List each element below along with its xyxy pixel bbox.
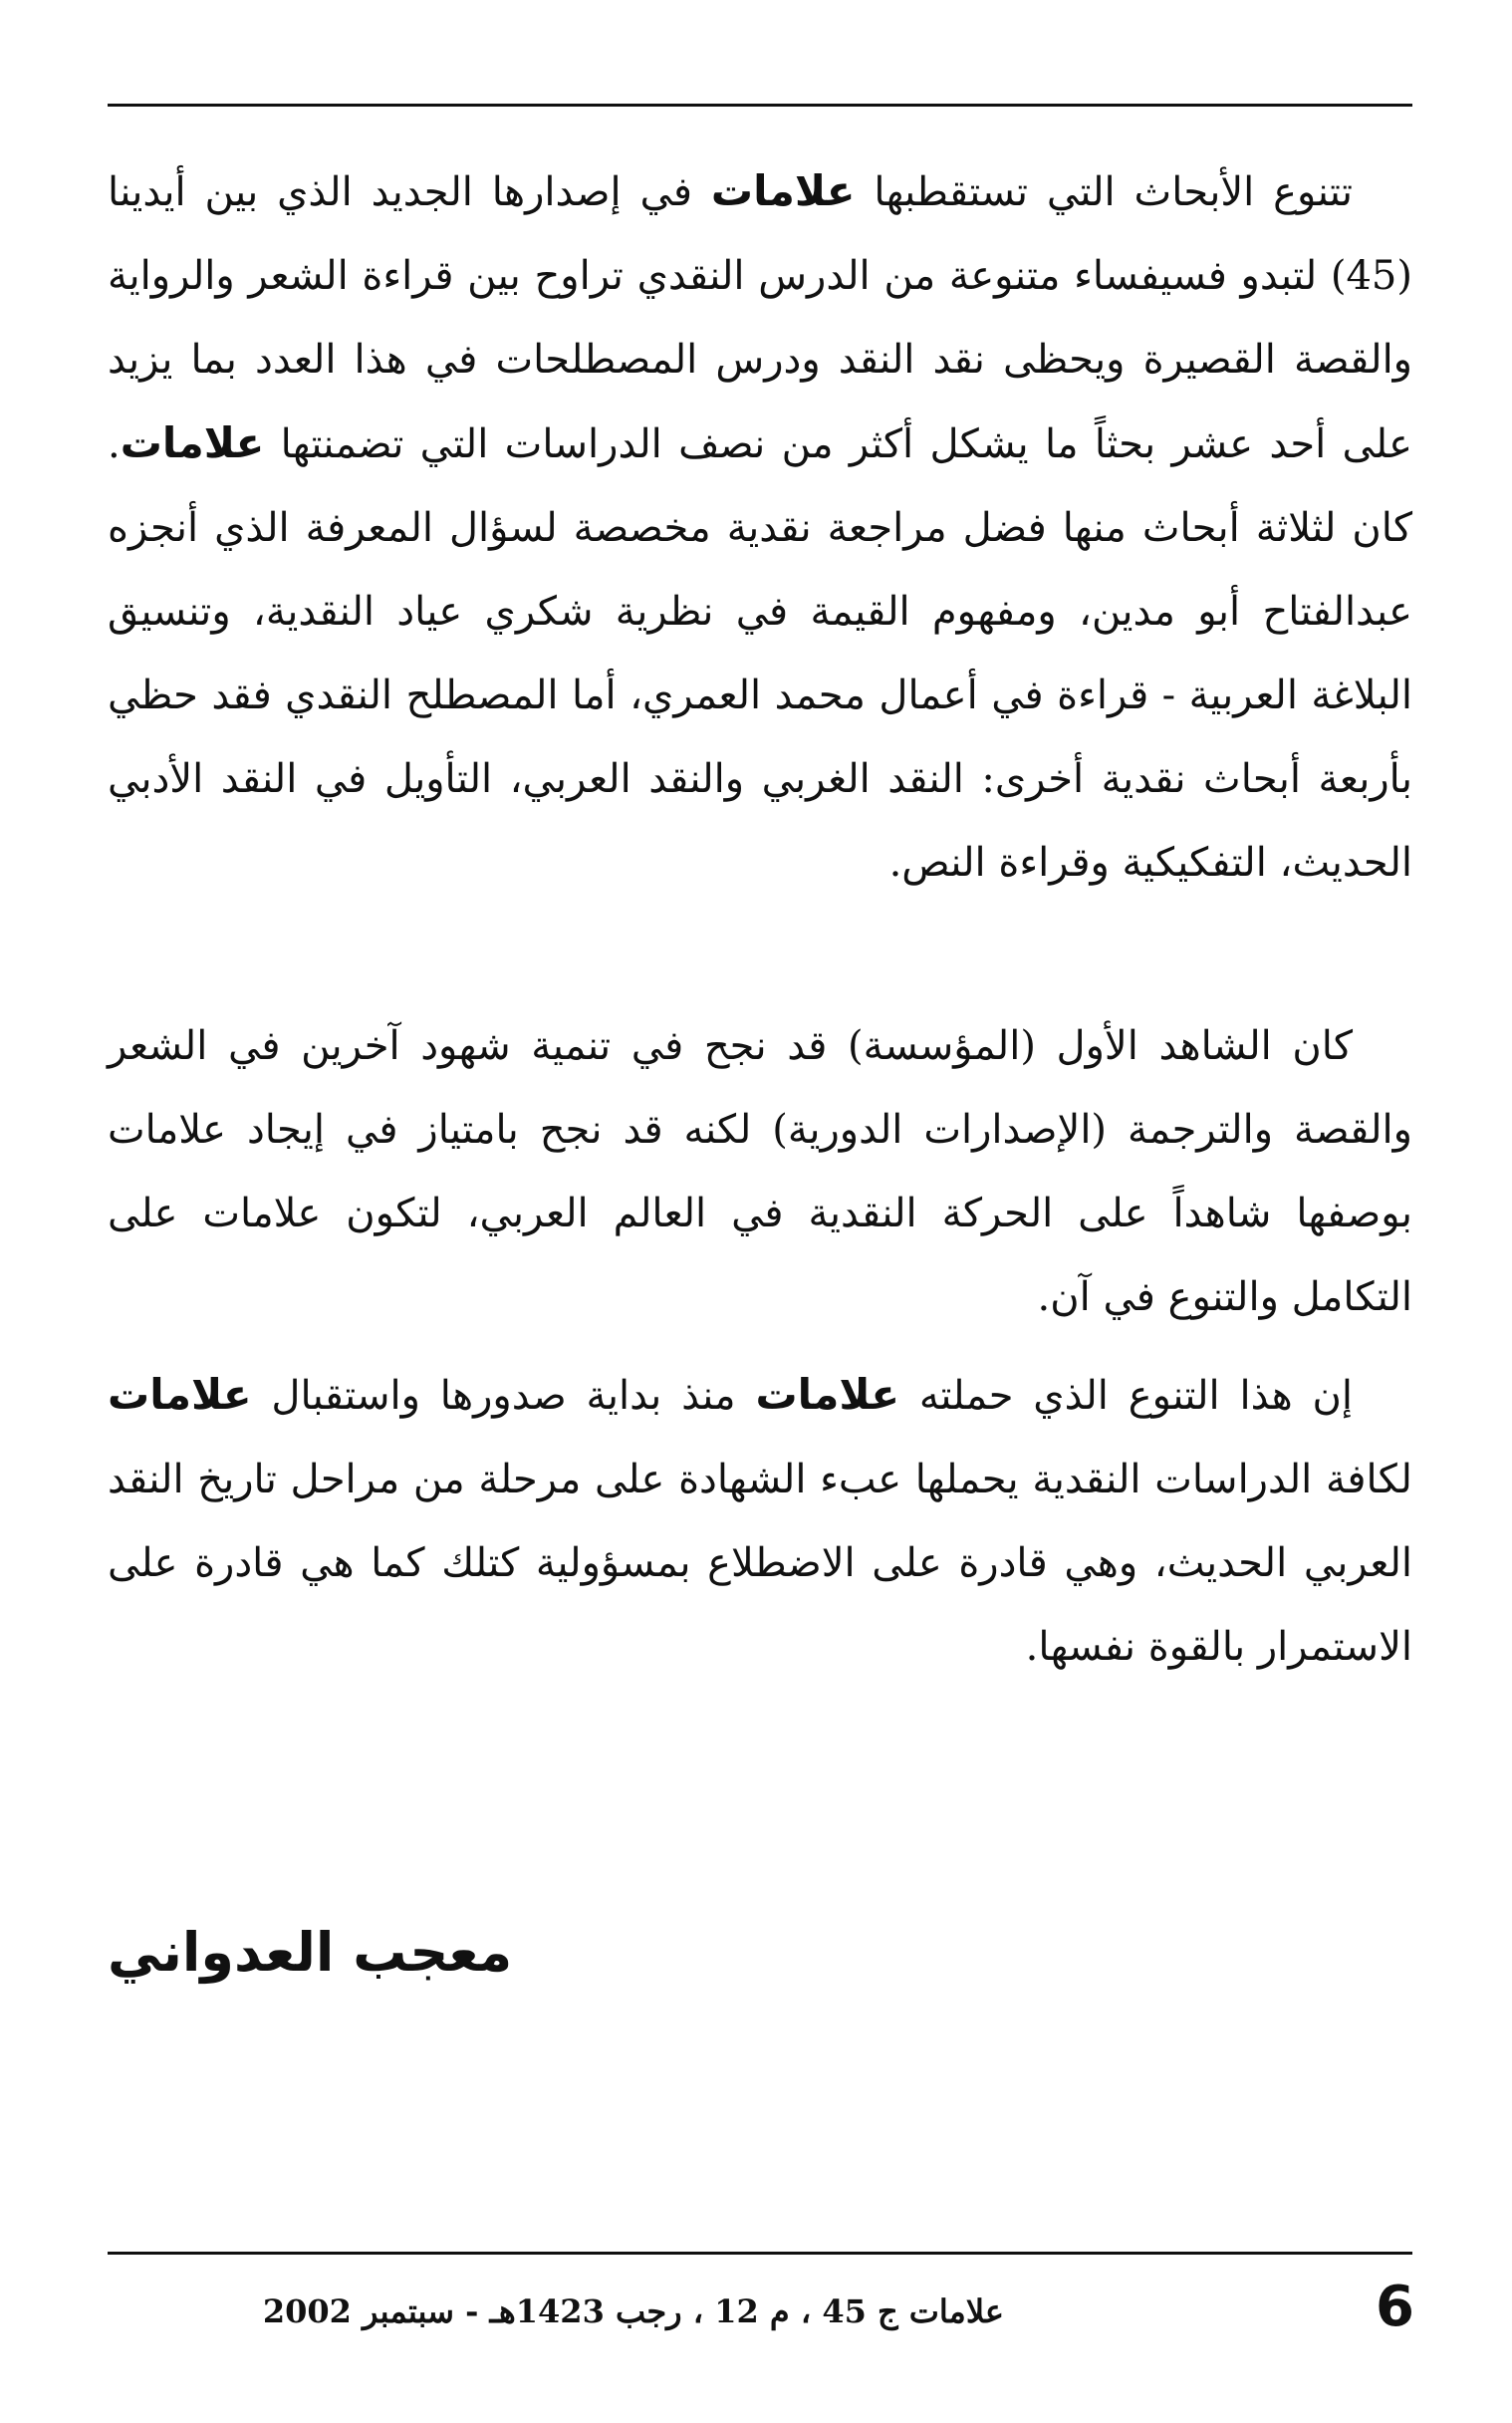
bottom-rule — [108, 2252, 1412, 2255]
paragraph-3-part-1: إن هذا التنوع الذي حملته — [918, 1373, 1354, 1419]
paragraph-1-text — [108, 149, 1412, 905]
alamat-logo-mark: علامات — [755, 1370, 900, 1419]
paragraph-1 — [108, 149, 1412, 905]
paragraph-3-part-2: منذ بداية صدورها واستقبال — [271, 1373, 736, 1419]
alamat-logo-mark: علامات — [120, 418, 265, 467]
paragraph-1-part-2: في إصدارها الجديد الذي بين أيدينا (45) لتبدو فسيفساء متنوعة من الدرس النقدي تراوح بين قراءة الشعر والرواية والقصة القصيرة ويحظى نقد النقد ودرس المصطلحات في هذا العدد بما يزيد على أحد عشر بحثاً ما يشكل أكثر من نصف الدراسات التي تضمنتها — [108, 169, 1412, 467]
paragraph-1-part-3: . كان لثلاثة أبحاث منها فضل مراجعة نقدية مخصصة لسؤال المعرفة الذي أنجزه عبدالفتاح أبو مدين، ومفهوم القيمة في نظرية شكري عياد النقدية، وتنسيق البلاغة العربية - قراءة في أعمال محمد العمري، أما المصطلح النقدي فقد حظي بأربعة أبحاث نقدية أخرى: النقد الغربي والنقد العربي، التأويل في النقد الأدبي الحديث، التفكيكية وقراءة النص. — [108, 421, 1412, 886]
alamat-logo-mark: علامات — [710, 166, 856, 215]
issue-info: علامات ج 45 ، م 12 ، رجب 1423هـ - سبتمبر 2002 — [262, 2292, 1004, 2330]
page-number: 6 — [1376, 2275, 1414, 2339]
paragraph-3-part-3: لكافة الدراسات النقدية يحملها عبء الشهادة على مرحلة من مراحل تاريخ النقد العربي الحديث، وهي قادرة على الاضطلاع بمسؤولية كتلك كما هي قادرة على الاستمرار بالقوة نفسها. — [108, 1457, 1412, 1670]
paragraph-2-text: كان الشاهد الأول (المؤسسة) قد نجح في تنمية شهود آخرين في الشعر والقصة والترجمة (الإصدارات الدورية) لكنه قد نجح بامتياز في إيجاد علامات بوصفها شاهداً على الحركة النقدية في العالم العربي، لتكون علامات على التكامل والتنوع في آن. — [108, 1023, 1412, 1320]
alamat-logo-mark: علامات — [108, 1370, 252, 1419]
paragraph-2 — [108, 1004, 1412, 1339]
paragraph-1-part-1: تتنوع الأبحاث التي تستقطبها — [874, 169, 1353, 215]
author-signature: معجب العدواني — [108, 1921, 513, 1984]
top-rule — [108, 104, 1412, 107]
paragraph-3-text — [108, 1353, 1412, 1689]
paragraph-3 — [108, 1353, 1412, 1689]
